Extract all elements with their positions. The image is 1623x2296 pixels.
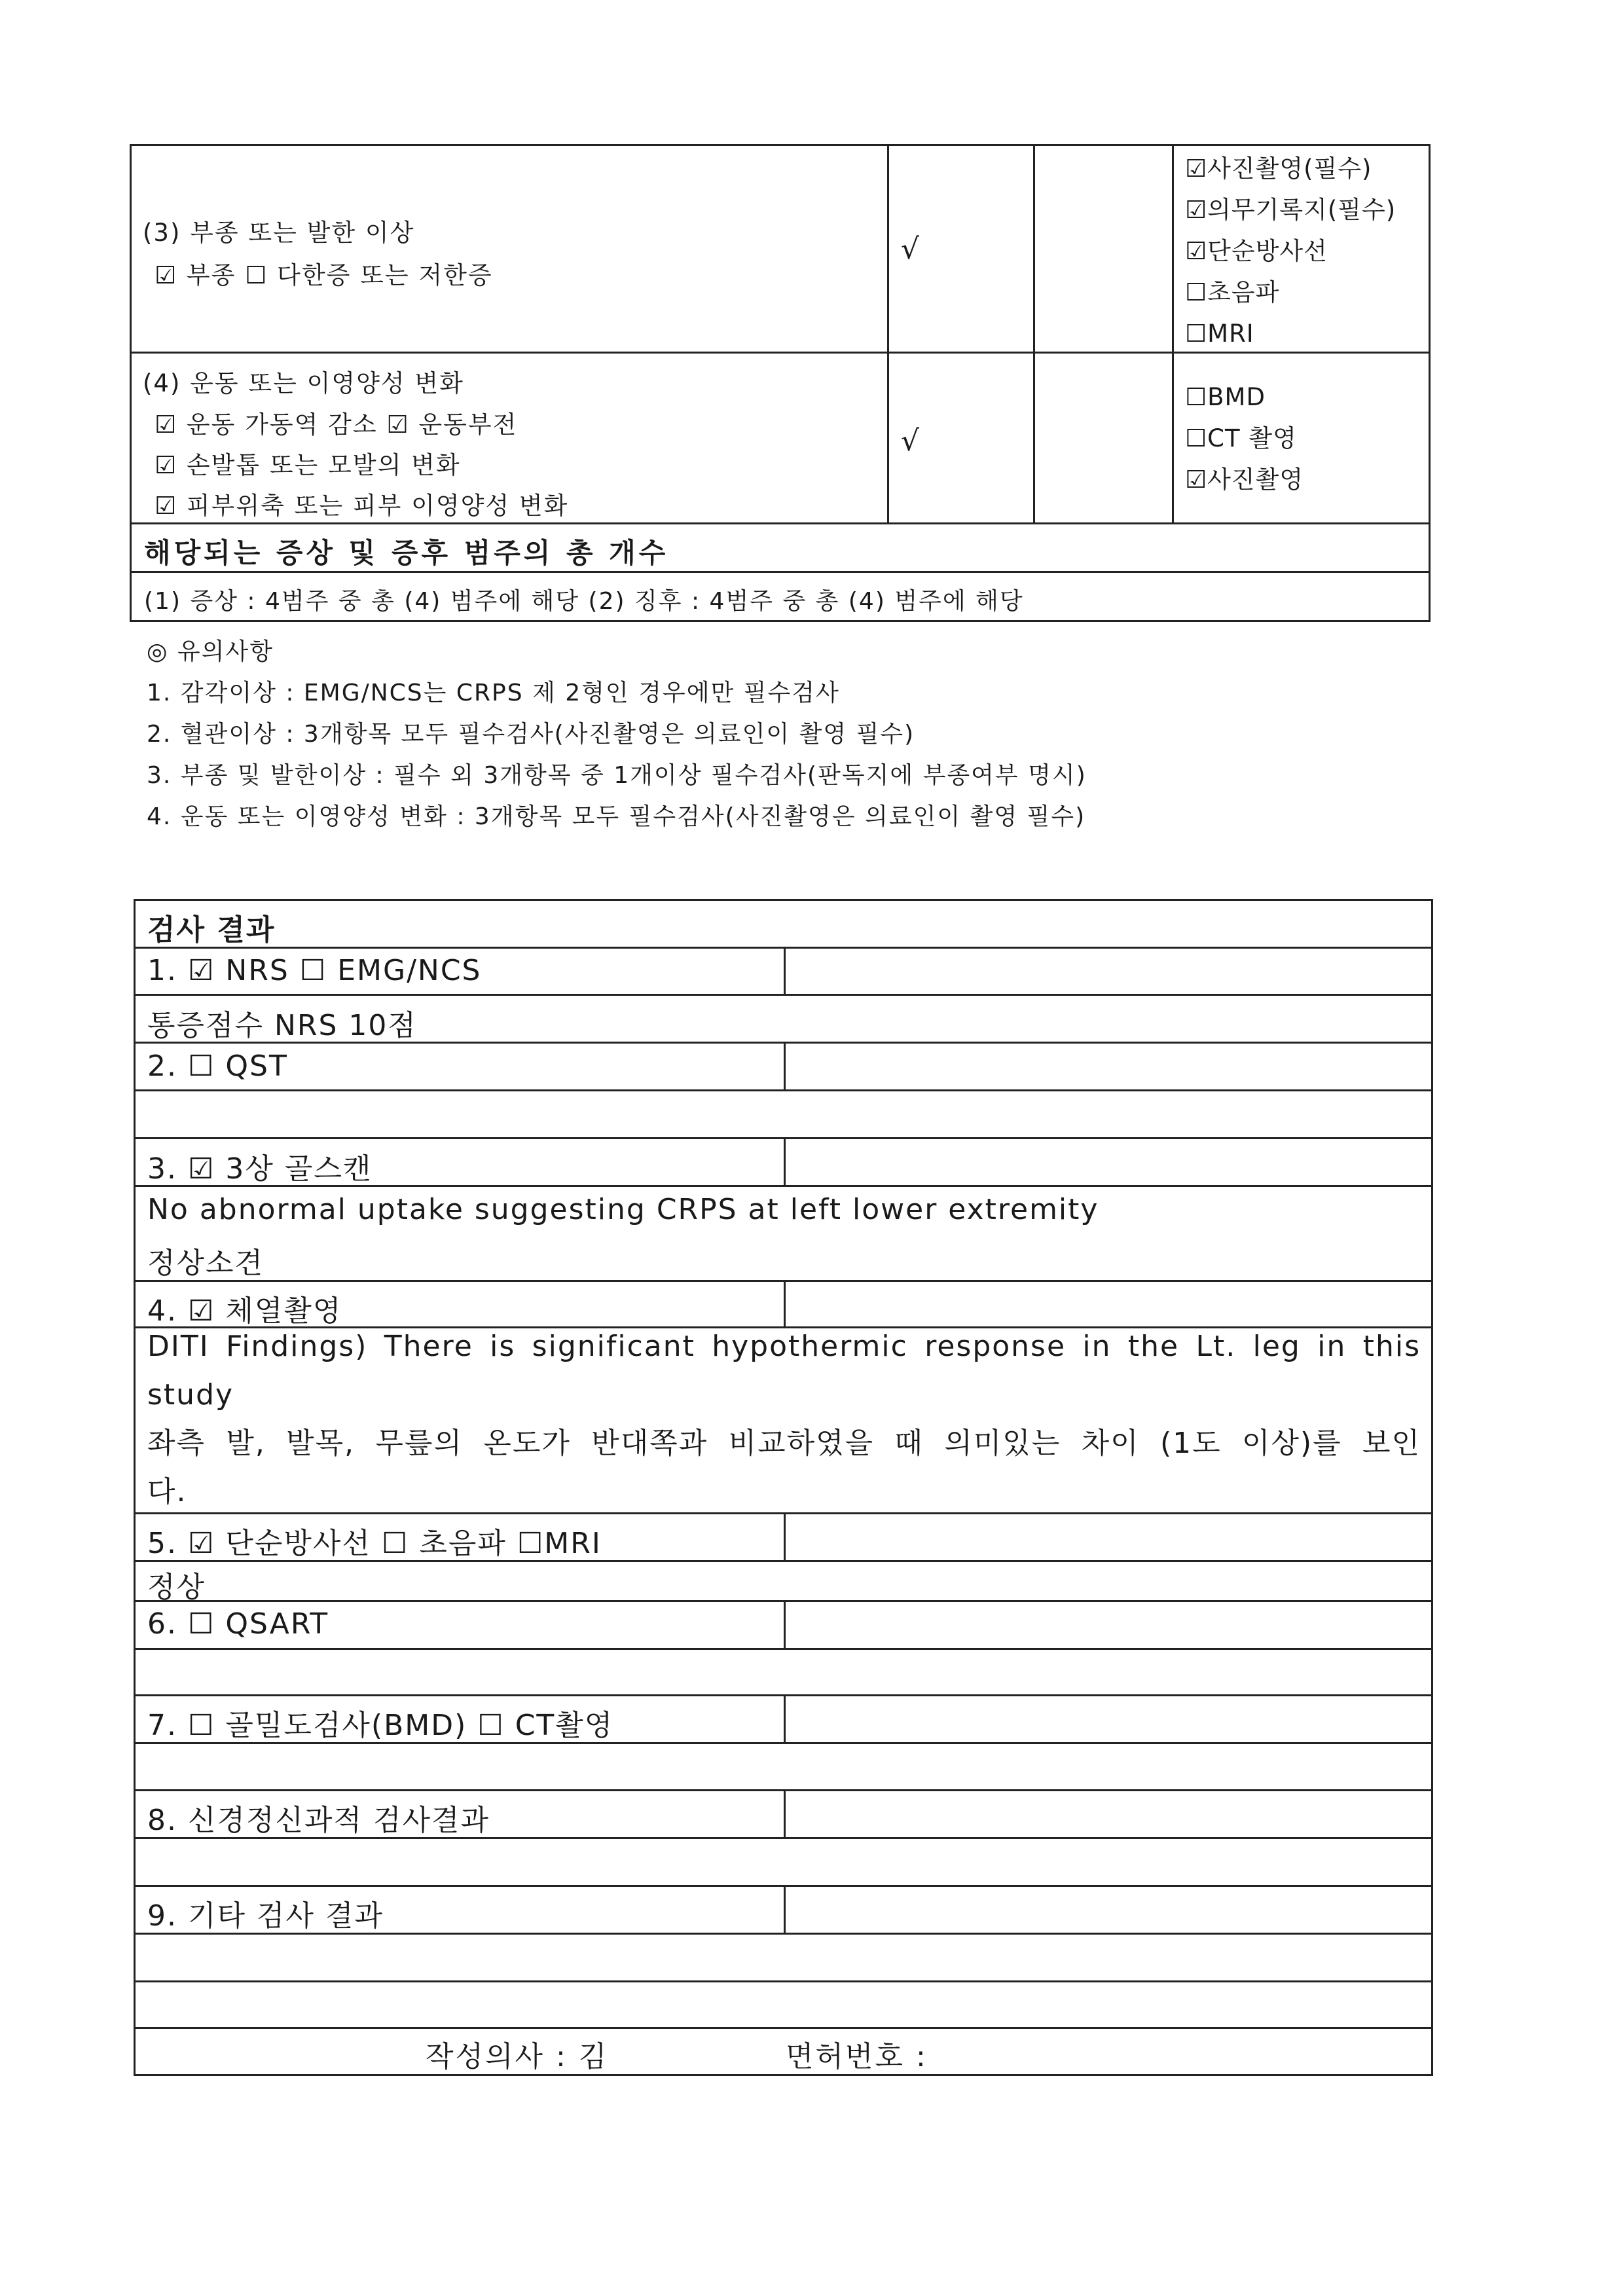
result-4-header: 4. ☑ 체열촬영	[147, 1294, 342, 1328]
row4-test-item: ☐CT 촬영	[1185, 424, 1297, 452]
results-col-divider	[784, 1280, 786, 1328]
result-7-header: 7. ☐ 골밀도검사(BMD) ☐ CT촬영	[147, 1709, 614, 1742]
result-5-body: 정상	[147, 1571, 206, 1604]
result-9-header: 9. 기타 검사 결과	[147, 1899, 384, 1933]
row3-test-item: ☑의무기록지(필수)	[1185, 196, 1396, 224]
note-item: 1. 감각이상 : EMG/NCS는 CRPS 제 2형인 경우에만 필수검사	[147, 680, 840, 706]
notes-title: ◎ 유의사항	[147, 638, 274, 665]
results-row-divider	[134, 2027, 1433, 2029]
results-title: 검사 결과	[147, 913, 276, 947]
results-col-divider	[784, 1789, 786, 1838]
results-col-divider	[784, 1137, 786, 1186]
result-2-header: 2. ☐ QST	[147, 1049, 288, 1083]
result-1-body: 통증점수 NRS 10점	[147, 1009, 417, 1042]
notes-section	[147, 631, 1087, 837]
signature-doctor: 작성의사 : 김	[426, 2040, 609, 2073]
result-1-header: 1. ☑ NRS ☐ EMG/NCS	[147, 954, 482, 987]
result-8-header: 8. 신경정신과적 검사결과	[147, 1804, 490, 1837]
result-3-body-line: 정상소견	[147, 1247, 264, 1280]
results-col-divider	[784, 1512, 786, 1561]
result-4-body-line: 좌측 발, 발목, 무릎의 온도가 반대쪽과 비교하였을 때 의미있는 차이 (1도 이상)를 보인	[147, 1427, 1421, 1460]
row3-test-item: ☑단순방사선	[1185, 237, 1328, 265]
result-4-body-line: 다.	[147, 1475, 187, 1508]
total-category-title: 해당되는 증상 및 증후 범주의 총 개수	[144, 537, 669, 569]
result-4-body	[147, 1322, 1421, 1516]
result-4-body-line: DITI Findings) There is significant hypothermic response in the Lt. leg in this	[147, 1330, 1421, 1363]
total-category-values: (1) 증상 : 4범주 중 총 (4) 범주에 해당 (2) 징후 : 4범주 중 총 (4) 범주에 해당	[144, 588, 1024, 615]
row3-test-item: ☐초음파	[1185, 278, 1280, 306]
result-6-header: 6. ☐ QSART	[147, 1607, 329, 1641]
table-col-divider	[1172, 144, 1174, 524]
row3-title: (3) 부종 또는 발한 이상	[143, 219, 415, 247]
results-col-divider	[784, 1885, 786, 1934]
row4-check-mark: √	[901, 424, 920, 458]
result-3-body-line: No abnormal uptake suggesting CRPS at left lower extremity	[147, 1193, 1099, 1226]
row4-title: (4) 운동 또는 이영양성 변화	[143, 369, 464, 397]
row4-test-list	[1185, 376, 1304, 500]
row3-items: ☑ 부종 ☐ 다한증 또는 저한증	[155, 261, 493, 289]
row3-test-item: ☐MRI	[1185, 319, 1254, 348]
row4-item: ☑ 피부위축 또는 피부 이영양성 변화	[155, 492, 569, 520]
row4-item: ☑ 운동 가동역 감소 ☑ 운동부전	[155, 410, 518, 439]
row4-test-item: ☐BMD	[1185, 383, 1266, 411]
result-4-body-line: study	[147, 1378, 234, 1412]
table-col-divider	[1033, 144, 1035, 524]
row3-test-item: ☑사진촬영(필수)	[1185, 155, 1372, 183]
row3-check-mark: √	[901, 232, 920, 266]
row4-test-item: ☑사진촬영	[1185, 465, 1304, 494]
results-col-divider	[784, 1600, 786, 1649]
results-col-divider	[784, 1042, 786, 1090]
table-col-divider	[887, 144, 889, 524]
signature-license-number: 면허번호 :	[786, 2040, 928, 2073]
results-row-divider	[134, 1980, 1433, 1982]
table-row-divider	[130, 571, 1431, 573]
row4-item: ☑ 손발톱 또는 모발의 변화	[155, 451, 461, 479]
note-item: 2. 혈관이상 : 3개항목 모두 필수검사(사진촬영은 의료인이 촬영 필수)	[147, 721, 915, 748]
results-col-divider	[784, 1694, 786, 1743]
note-item: 4. 운동 또는 이영양성 변화 : 3개항목 모두 필수검사(사진촬영은 의료인이 촬영 필수)	[147, 803, 1086, 830]
row3-test-list	[1185, 148, 1396, 354]
result-5-header: 5. ☑ 단순방사선 ☐ 초음파 ☐MRI	[147, 1527, 602, 1560]
note-item: 3. 부종 및 발한이상 : 필수 외 3개항목 중 1개이상 필수검사(판독지에 부종여부 명시)	[147, 762, 1087, 789]
result-3-header: 3. ☑ 3상 골스캔	[147, 1152, 373, 1186]
results-col-divider	[784, 947, 786, 995]
